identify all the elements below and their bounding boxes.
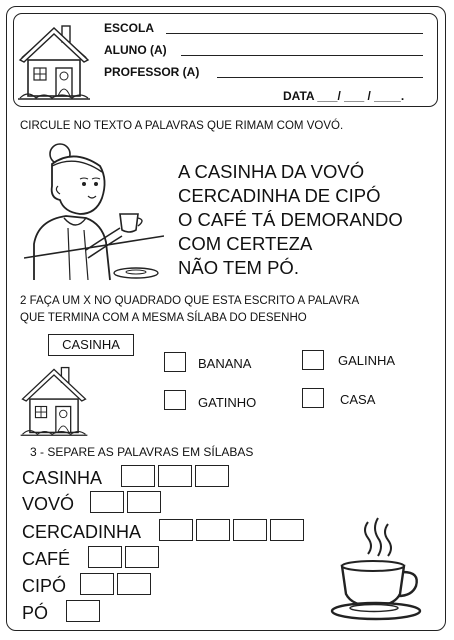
syllable-box[interactable] (88, 546, 122, 568)
syllable-box[interactable] (159, 519, 193, 541)
syllable-box[interactable] (158, 465, 192, 487)
poem-line-4: COM CERTEZA (178, 233, 313, 254)
date-field[interactable]: DATA ___/ ___ / ____. (283, 89, 405, 103)
coffee-cup-icon (328, 516, 424, 622)
poem-line-1: A CASINHA DA VOVÓ (178, 161, 365, 182)
word-po: PÓ (22, 603, 49, 623)
checkbox-galinha[interactable] (302, 350, 324, 370)
aluno-label: ALUNO (A) (104, 43, 167, 57)
syllable-box[interactable] (125, 546, 159, 568)
word-cercadinha: CERCADINHA (22, 522, 142, 542)
option-gatinho: GATINHO (198, 395, 257, 410)
picture-label: CASINHA (48, 334, 134, 356)
syllable-box[interactable] (196, 519, 230, 541)
word-cipo: CIPÓ (22, 576, 67, 596)
q2-instruction-line1: 2 FAÇA UM X NO QUADRADO QUE ESTA ESCRITO A PALAVRA (20, 295, 360, 307)
syllable-box[interactable] (80, 573, 114, 595)
word-cafe: CAFÉ (22, 549, 71, 569)
option-galinha: GALINHA (338, 353, 396, 368)
syllable-box[interactable] (66, 600, 100, 622)
checkbox-banana[interactable] (164, 352, 186, 372)
syllable-box[interactable] (117, 573, 151, 595)
word-vovo: VOVÓ (22, 494, 75, 514)
house-icon (18, 20, 90, 102)
checkbox-gatinho[interactable] (164, 390, 186, 410)
poem-line-2: CERCADINHA DE CIPÓ (178, 185, 381, 206)
q2-instruction-line2: QUE TERMINA COM A MESMA SÍLABA DO DESENHO (20, 312, 307, 324)
poem-line-5: NÃO TEM PÓ. (178, 257, 299, 278)
syllable-box[interactable] (121, 465, 155, 487)
house-icon (13, 362, 95, 438)
syllable-box[interactable] (233, 519, 267, 541)
syllable-box[interactable] (270, 519, 304, 541)
q3-instruction: 3 - SEPARE AS PALAVRAS EM SÍLABAS (30, 445, 254, 459)
professor-field[interactable] (217, 77, 423, 78)
option-casa: CASA (340, 392, 376, 407)
poem-line-3: O CAFÉ TÁ DEMORANDO (178, 209, 403, 230)
escola-field[interactable] (166, 33, 423, 34)
escola-label: ESCOLA (104, 21, 155, 35)
grandma-illustration (24, 140, 164, 285)
professor-label: PROFESSOR (A) (104, 65, 200, 79)
q1-instruction: CIRCULE NO TEXTO A PALAVRAS QUE RIMAM COM VOVÓ. (20, 120, 344, 132)
syllable-box[interactable] (195, 465, 229, 487)
word-casinha: CASINHA (22, 468, 103, 488)
option-banana: BANANA (198, 356, 252, 371)
aluno-field[interactable] (181, 55, 423, 56)
syllable-box[interactable] (127, 491, 161, 513)
checkbox-casa[interactable] (302, 388, 324, 408)
syllable-box[interactable] (90, 491, 124, 513)
